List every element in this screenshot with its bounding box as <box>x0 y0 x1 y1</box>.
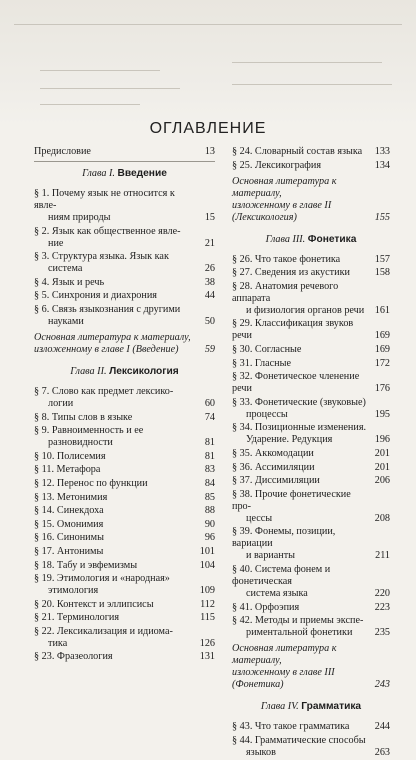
page-number: 50 <box>204 315 215 327</box>
entry-title <box>34 651 193 663</box>
toc-entry <box>232 160 390 172</box>
toc-entry <box>232 448 390 460</box>
page-number: 263 <box>374 746 390 758</box>
entry-title <box>232 422 368 446</box>
entry-title <box>34 612 193 624</box>
entry-title-line: § 44. Грамматические способы <box>232 734 366 746</box>
entry-title <box>232 462 368 474</box>
entry-title-line: § 15. Омонимия <box>34 518 104 530</box>
literature-entry <box>232 643 390 691</box>
page-number: 101 <box>199 545 215 557</box>
page-number: 206 <box>374 475 390 487</box>
entry-title-line: система <box>48 263 83 275</box>
page-number: 223 <box>374 601 390 613</box>
page-number: 211 <box>375 550 390 562</box>
entry-title-line: изложенному в главе II <box>232 199 332 211</box>
entry-title <box>34 478 193 490</box>
page-number: 235 <box>374 627 390 639</box>
entry-title <box>232 643 368 691</box>
entry-title <box>232 318 368 342</box>
entry-title-line: § 25. Лексикография <box>232 159 322 171</box>
entry-title-line: цессы <box>246 512 273 524</box>
entry-title-line: § 22. Лексикализация и идиома- <box>34 625 173 637</box>
entry-title-line: Основная литература к материалу, <box>34 331 191 343</box>
entry-title-line: § 14. Синекдоха <box>34 505 104 517</box>
entry-title-line: этимология <box>48 585 99 597</box>
entry-title <box>34 425 193 449</box>
toc-entry <box>34 226 215 250</box>
toc-entry <box>34 425 215 449</box>
page-number: 195 <box>374 408 390 420</box>
entry-title <box>34 304 193 328</box>
toc-entry <box>232 602 390 614</box>
entry-title-line: науками <box>48 315 84 327</box>
entry-title-line: § 6. Связь языкознания с другими <box>34 303 181 315</box>
entry-title <box>34 290 193 302</box>
toc-entry <box>232 397 390 421</box>
previous-page-show-through <box>0 0 416 125</box>
entry-title-line: § 20. Контекст и эллипсисы <box>34 598 154 610</box>
page-number: 74 <box>204 411 215 423</box>
entry-title-line: § 13. Метонимия <box>34 491 108 503</box>
entry-title-line: § 30. Согласные <box>232 343 302 355</box>
entry-title-line: процессы <box>246 408 288 420</box>
page-number: 201 <box>374 461 390 473</box>
entry-title-line: § 5. Синхрония и диахрония <box>34 290 157 302</box>
toc-entry <box>34 188 215 224</box>
entry-title <box>34 451 193 463</box>
page-number: 176 <box>374 383 390 395</box>
chapter-heading <box>34 366 215 378</box>
toc-entry <box>34 599 215 611</box>
page-number: 88 <box>204 505 215 517</box>
entry-title <box>232 146 368 158</box>
entry-title <box>34 412 193 424</box>
toc-entry <box>34 651 215 663</box>
toc-entry <box>232 371 390 395</box>
entry-title-line: ние <box>48 237 64 249</box>
toc-entry <box>232 721 390 733</box>
chapter-title: Введение <box>117 168 167 179</box>
page-number: 90 <box>204 518 215 530</box>
chapter-heading <box>34 168 215 180</box>
toc-entry <box>34 492 215 504</box>
entry-title <box>232 602 368 614</box>
entry-title-line: § 35. Аккомодации <box>232 447 314 459</box>
toc-entry <box>34 304 215 328</box>
entry-title <box>34 505 193 517</box>
entry-title <box>232 254 368 266</box>
toc-entry <box>34 478 215 490</box>
toc-entry <box>232 564 390 600</box>
page-number: 104 <box>199 559 215 571</box>
page-number: 109 <box>199 585 215 597</box>
page-number: 84 <box>204 477 215 489</box>
page-number: 15 <box>204 212 215 223</box>
toc-entry <box>232 146 390 158</box>
page-number: 131 <box>199 651 215 663</box>
page-number: 83 <box>204 464 215 476</box>
toc-entry <box>34 386 215 410</box>
entry-title-line: (Фонетика) <box>232 679 284 691</box>
page-number: 126 <box>199 637 215 649</box>
entry-title-line: ниям природы <box>48 212 111 223</box>
entry-title-line: § 27. Сведения из акустики <box>232 267 350 279</box>
entry-title <box>34 626 193 650</box>
entry-title <box>34 332 193 356</box>
entry-title <box>232 281 368 317</box>
entry-title-line: § 31. Гласные <box>232 357 291 369</box>
toc-entry <box>232 475 390 487</box>
entry-title-line: § 38. Прочие фонетические про- <box>232 488 351 512</box>
entry-title-line: логии <box>48 397 74 409</box>
entry-title-line: § 40. Система фонем и фонетическая <box>232 563 331 587</box>
page-number: 81 <box>204 450 215 462</box>
page-number: 243 <box>374 679 390 691</box>
page-number: 60 <box>204 397 215 409</box>
entry-title-line: § 12. Перенос по функции <box>34 477 148 489</box>
entry-title-line: § 41. Орфоэпия <box>232 601 300 613</box>
chapter-title: Грамматика <box>301 701 362 713</box>
page-number: 44 <box>204 290 215 302</box>
page-number: 96 <box>204 532 215 544</box>
entry-title-line: изложенному в главе I (Введение) <box>34 343 179 355</box>
page-number: 155 <box>374 211 390 223</box>
toc-entry <box>232 267 390 279</box>
chapter-title: Фонетика <box>307 233 357 245</box>
page-number: 85 <box>204 491 215 503</box>
page-number: 115 <box>200 612 215 624</box>
entry-title-line: Предисловие <box>34 146 91 157</box>
entry-title-line: § 33. Фонетические (звуковые) <box>232 396 366 408</box>
page-number: 172 <box>374 357 390 369</box>
entry-title-line: § 34. Позиционные изменения. <box>232 422 367 434</box>
entry-title-line: § 7. Слово как предмет лексико- <box>34 385 174 397</box>
toc-entry <box>232 526 390 562</box>
toc-entry <box>34 612 215 624</box>
entry-title-line: § 4. Язык и речь <box>34 276 105 288</box>
entry-title <box>34 251 193 275</box>
chapter-heading <box>232 234 390 246</box>
toc-entry <box>34 277 215 289</box>
entry-title-line: Основная литература к материалу, <box>232 643 337 667</box>
entry-title <box>34 519 193 531</box>
entry-title <box>232 176 368 224</box>
page-number: 169 <box>374 330 390 342</box>
chapter-title: Лексикология <box>109 365 179 377</box>
entry-title <box>232 526 368 562</box>
entry-title-line: § 37. Диссимиляции <box>232 475 320 487</box>
entry-title <box>232 489 368 525</box>
entry-title-line: § 36. Ассимиляции <box>232 461 315 473</box>
entry-title-line: § 8. Типы слов в языке <box>34 411 133 423</box>
entry-title <box>232 564 368 600</box>
entry-title-line: § 28. Анатомия речевого аппарата <box>232 280 339 304</box>
entry-title-line: § 42. Методы и приемы экспе- <box>232 615 364 627</box>
entry-title <box>232 371 368 395</box>
toc-entry <box>232 422 390 446</box>
entry-title-line: § 19. Этимология и «народная» <box>34 573 170 585</box>
page-title: ОГЛАВЛЕНИЕ <box>149 120 267 137</box>
entry-title-line: § 17. Антонимы <box>34 545 104 557</box>
entry-title <box>34 599 193 611</box>
divider-rule <box>34 161 215 162</box>
toc-entry <box>232 358 390 370</box>
page-number: 244 <box>374 721 390 733</box>
toc-entry <box>34 451 215 463</box>
entry-title-line: § 32. Фонетическое членение речи <box>232 371 360 395</box>
page-number: 81 <box>204 437 215 449</box>
toc-entry <box>34 464 215 476</box>
entry-title <box>34 464 193 476</box>
entry-title-line: § 10. Полисемия <box>34 450 106 462</box>
page-number: 26 <box>204 263 215 275</box>
entry-title-line: § 16. Синонимы <box>34 532 104 544</box>
literature-entry <box>232 176 390 224</box>
entry-title <box>34 386 193 410</box>
entry-title <box>232 735 368 759</box>
entry-title <box>34 188 193 224</box>
entry-title <box>34 573 193 597</box>
entry-title <box>232 160 368 172</box>
page-number: 112 <box>200 598 215 610</box>
chapter-number: Глава I. <box>82 168 118 179</box>
entry-title-line: § 21. Терминология <box>34 612 120 624</box>
page-number: 208 <box>374 512 390 524</box>
toc-entry <box>34 251 215 275</box>
toc-entry <box>232 489 390 525</box>
toc-entry <box>34 412 215 424</box>
page-number: 169 <box>374 343 390 355</box>
entry-title-line: языков <box>246 746 276 758</box>
toc-entry <box>232 318 390 342</box>
entry-title <box>232 344 368 356</box>
entry-title-line: и физиология органов речи <box>246 304 365 316</box>
entry-title-line: § 43. Что такое грамматика <box>232 721 350 733</box>
entry-title-line: § 18. Табу и эвфемизмы <box>34 559 138 571</box>
entry-title <box>232 397 368 421</box>
page-number: 133 <box>374 146 390 157</box>
chapter-number: Глава IV. <box>260 701 302 713</box>
entry-title-line: § 3. Структура языка. Язык как <box>34 251 169 263</box>
toc-entry <box>34 626 215 650</box>
entry-title <box>34 532 193 544</box>
entry-title-line: и варианты <box>246 550 296 562</box>
entry-title-line: разновидности <box>48 437 113 449</box>
entry-title-line: § 1. Почему язык не относится к явле- <box>34 188 175 211</box>
toc-left-column <box>34 146 215 665</box>
toc-entry <box>232 615 390 639</box>
toc-entry <box>34 546 215 558</box>
entry-title <box>34 146 193 158</box>
page-number: 21 <box>204 237 215 249</box>
toc-entry <box>232 735 390 759</box>
entry-title-line: § 2. Язык как общественное явле- <box>34 225 181 237</box>
toc-entry <box>34 146 215 158</box>
toc-right-column <box>232 146 390 760</box>
toc-entry <box>232 462 390 474</box>
entry-title-line: Ударение. Редукция <box>246 434 333 446</box>
toc-entry <box>232 254 390 266</box>
entry-title <box>232 358 368 370</box>
toc-entry <box>232 344 390 356</box>
entry-title-line: риментальной фонетики <box>246 627 353 639</box>
entry-title <box>232 721 368 733</box>
literature-entry <box>34 332 215 356</box>
entry-title <box>34 492 193 504</box>
entry-title <box>34 546 193 558</box>
toc-entry <box>34 505 215 517</box>
page-number: 158 <box>374 267 390 279</box>
toc-entry <box>34 573 215 597</box>
chapter-number: Глава III. <box>265 233 308 245</box>
entry-title-line: система языка <box>246 587 308 599</box>
entry-title <box>34 277 193 289</box>
entry-title-line: § 9. Равноименность и ее <box>34 425 144 437</box>
entry-title-line: § 11. Метафора <box>34 464 101 476</box>
entry-title-line: Основная литература к материалу, <box>232 175 337 199</box>
entry-title <box>232 448 368 460</box>
page-number: 134 <box>374 159 390 171</box>
toc-entry <box>34 290 215 302</box>
entry-title-line: § 24. Словарный состав языка <box>232 146 363 157</box>
page-number: 161 <box>374 304 390 316</box>
entry-title <box>34 560 193 572</box>
chapter-number: Глава II. <box>70 365 110 377</box>
entry-title-line: тика <box>48 637 68 649</box>
entry-title <box>232 615 368 639</box>
entry-title-line: § 39. Фонемы, позиции, вариации <box>232 526 336 550</box>
page-number: 13 <box>204 146 215 157</box>
toc-entry <box>34 519 215 531</box>
entry-title-line: изложенному в главе III <box>232 667 335 679</box>
page-number: 201 <box>374 447 390 459</box>
entry-title-line: § 26. Что такое фонетика <box>232 253 341 265</box>
toc-entry <box>232 281 390 317</box>
entry-title-line: (Лексикология) <box>232 211 297 223</box>
chapter-heading <box>232 701 390 713</box>
page-number: 59 <box>204 343 215 355</box>
entry-title <box>34 226 193 250</box>
entry-title <box>232 475 368 487</box>
page-number: 196 <box>374 434 390 446</box>
page-number: 38 <box>204 276 215 288</box>
page-number: 157 <box>374 253 390 265</box>
entry-title <box>232 267 368 279</box>
entry-title-line: § 23. Фразеология <box>34 651 113 663</box>
toc-entry <box>34 560 215 572</box>
page-number: 220 <box>374 587 390 599</box>
toc-entry <box>34 532 215 544</box>
entry-title-line: § 29. Классификация звуков речи <box>232 318 354 342</box>
